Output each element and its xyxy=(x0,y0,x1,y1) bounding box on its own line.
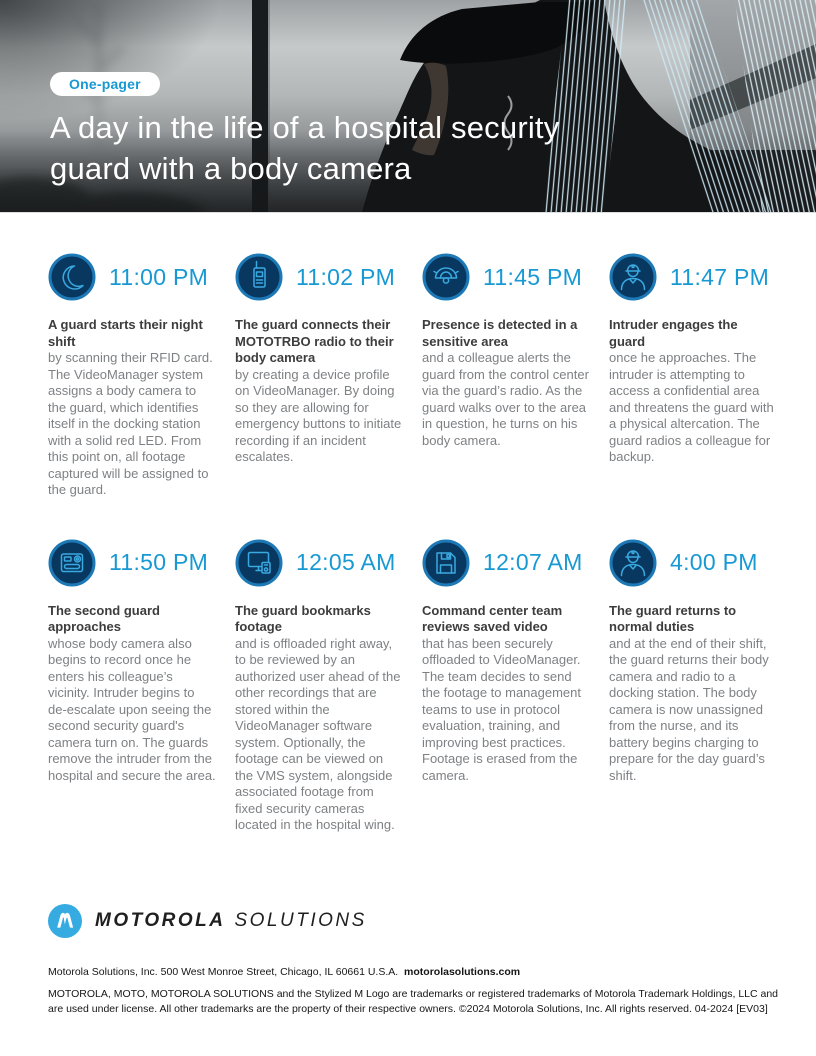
page-title-line2: guard with a body camera xyxy=(50,151,412,186)
footer-legal: MOTOROLA, MOTO, MOTOROLA SOLUTIONS and the Stylized M Logo are trademarks or registered trademarks of Motorola Trademark Holdings, LLC and are used under license. All other trademarks are the property of their respective owners. ©2024 Motorola Solutions, Inc. All rights reserved. 04-2024 [EV03] xyxy=(48,988,779,1015)
brand-secondary: SOLUTIONS xyxy=(234,910,367,931)
timeline-item xyxy=(422,539,590,834)
item-time: 4:00 PM xyxy=(670,549,758,575)
radio-icon xyxy=(235,253,283,301)
address-text: Motorola Solutions, Inc. 500 West Monroe Street, Chicago, IL 60661 U.S.A. xyxy=(48,966,399,978)
item-body: by scanning their RFID card. The VideoManager system assigns a body camera to the guard, which identifies itself in the docking station with a solid red LED. From this point on, all footage captured will be assigned to the guard. xyxy=(48,350,213,497)
item-time: 11:50 PM xyxy=(109,549,209,575)
timeline-item xyxy=(235,253,403,499)
item-body: and is offloaded right away, to be reviewed by an authorized user ahead of the other recordings that are stored within the VideoManager software system. Optionally, the footage can be viewed on the VMS system, alongside associated footage from fixed security cameras located in the hospital wing. xyxy=(235,635,401,832)
guard-icon xyxy=(609,539,657,587)
item-heading: Presence is detected in a sensitive area xyxy=(422,317,578,349)
timeline-item xyxy=(609,253,777,499)
item-body: that has been securely offloaded to VideoManager. The team decides to send the footage to management teams to use in protocol evaluation, training, and improving best practices. Footage is erased from the camera. xyxy=(422,635,582,783)
motorola-m-icon xyxy=(48,904,82,938)
page-title-line1: A day in the life of a hospital security xyxy=(50,110,560,145)
guard-icon xyxy=(609,253,657,301)
dome-camera-icon xyxy=(422,253,470,301)
item-body: by creating a device profile on VideoManager. By doing so they are allowing for emergency buttons to initiate recording if an incident escalates. xyxy=(235,366,402,464)
item-time: 11:47 PM xyxy=(670,263,770,290)
footer-address xyxy=(48,966,520,978)
item-body: once he approaches. The intruder is attempting to access a confidential area and threatens the guard with a physical altercation. The guard radios a colleague for backup. xyxy=(609,350,774,464)
monitor-icon xyxy=(235,539,283,587)
page-title xyxy=(50,107,559,189)
moon-icon xyxy=(48,253,96,301)
item-time: 11:00 PM xyxy=(109,263,209,290)
timeline-item xyxy=(48,253,216,499)
timeline-item xyxy=(422,253,590,499)
footer-website-link[interactable]: motorolasolutions.com xyxy=(404,966,521,978)
timeline-item xyxy=(609,539,777,834)
item-heading: Command center team reviews saved video xyxy=(422,602,563,634)
timeline-item xyxy=(48,539,216,834)
timeline-item xyxy=(235,539,403,834)
item-heading: The second guard approaches xyxy=(48,602,160,634)
item-time: 11:02 PM xyxy=(296,263,396,290)
item-body: and a colleague alerts the guard from the control center via the guard’s radio. As the guard walks over to the area in question, he turns on his body camera. xyxy=(422,350,589,448)
hero-banner xyxy=(0,0,816,213)
floppy-disk-icon xyxy=(422,539,470,587)
item-heading: The guard bookmarks footage xyxy=(235,602,371,634)
motorola-logo xyxy=(48,904,367,938)
item-heading: The guard returns to normal duties xyxy=(609,602,737,634)
item-body: and at the end of their shift, the guard returns their body camera and radio to a docking station. The body camera is now unassigned from the nurse, and its battery begins charging to prepare for the day guard’s shift. xyxy=(609,635,769,783)
item-heading: Intruder engages the guard xyxy=(609,317,738,349)
item-heading: The guard connects their MOTOTRBO radio to their body camera xyxy=(235,317,394,365)
brand-wordmark xyxy=(95,910,367,932)
item-time: 12:07 AM xyxy=(483,549,583,575)
timeline-grid xyxy=(0,213,816,834)
body-camera-icon xyxy=(48,539,96,587)
item-heading: A guard starts their night shift xyxy=(48,317,203,349)
brand-primary: MOTOROLA xyxy=(95,910,226,931)
one-pager-badge: One-pager xyxy=(50,72,160,96)
item-time: 12:05 AM xyxy=(296,549,396,575)
item-body: whose body camera also begins to record once he enters his colleague’s vicinity. Intruder begins to de-escalate upon seeing the second security guard's camera turn on. The guards remove the intruder from the hospital and secure the area. xyxy=(48,635,216,783)
item-time: 11:45 PM xyxy=(483,263,583,290)
